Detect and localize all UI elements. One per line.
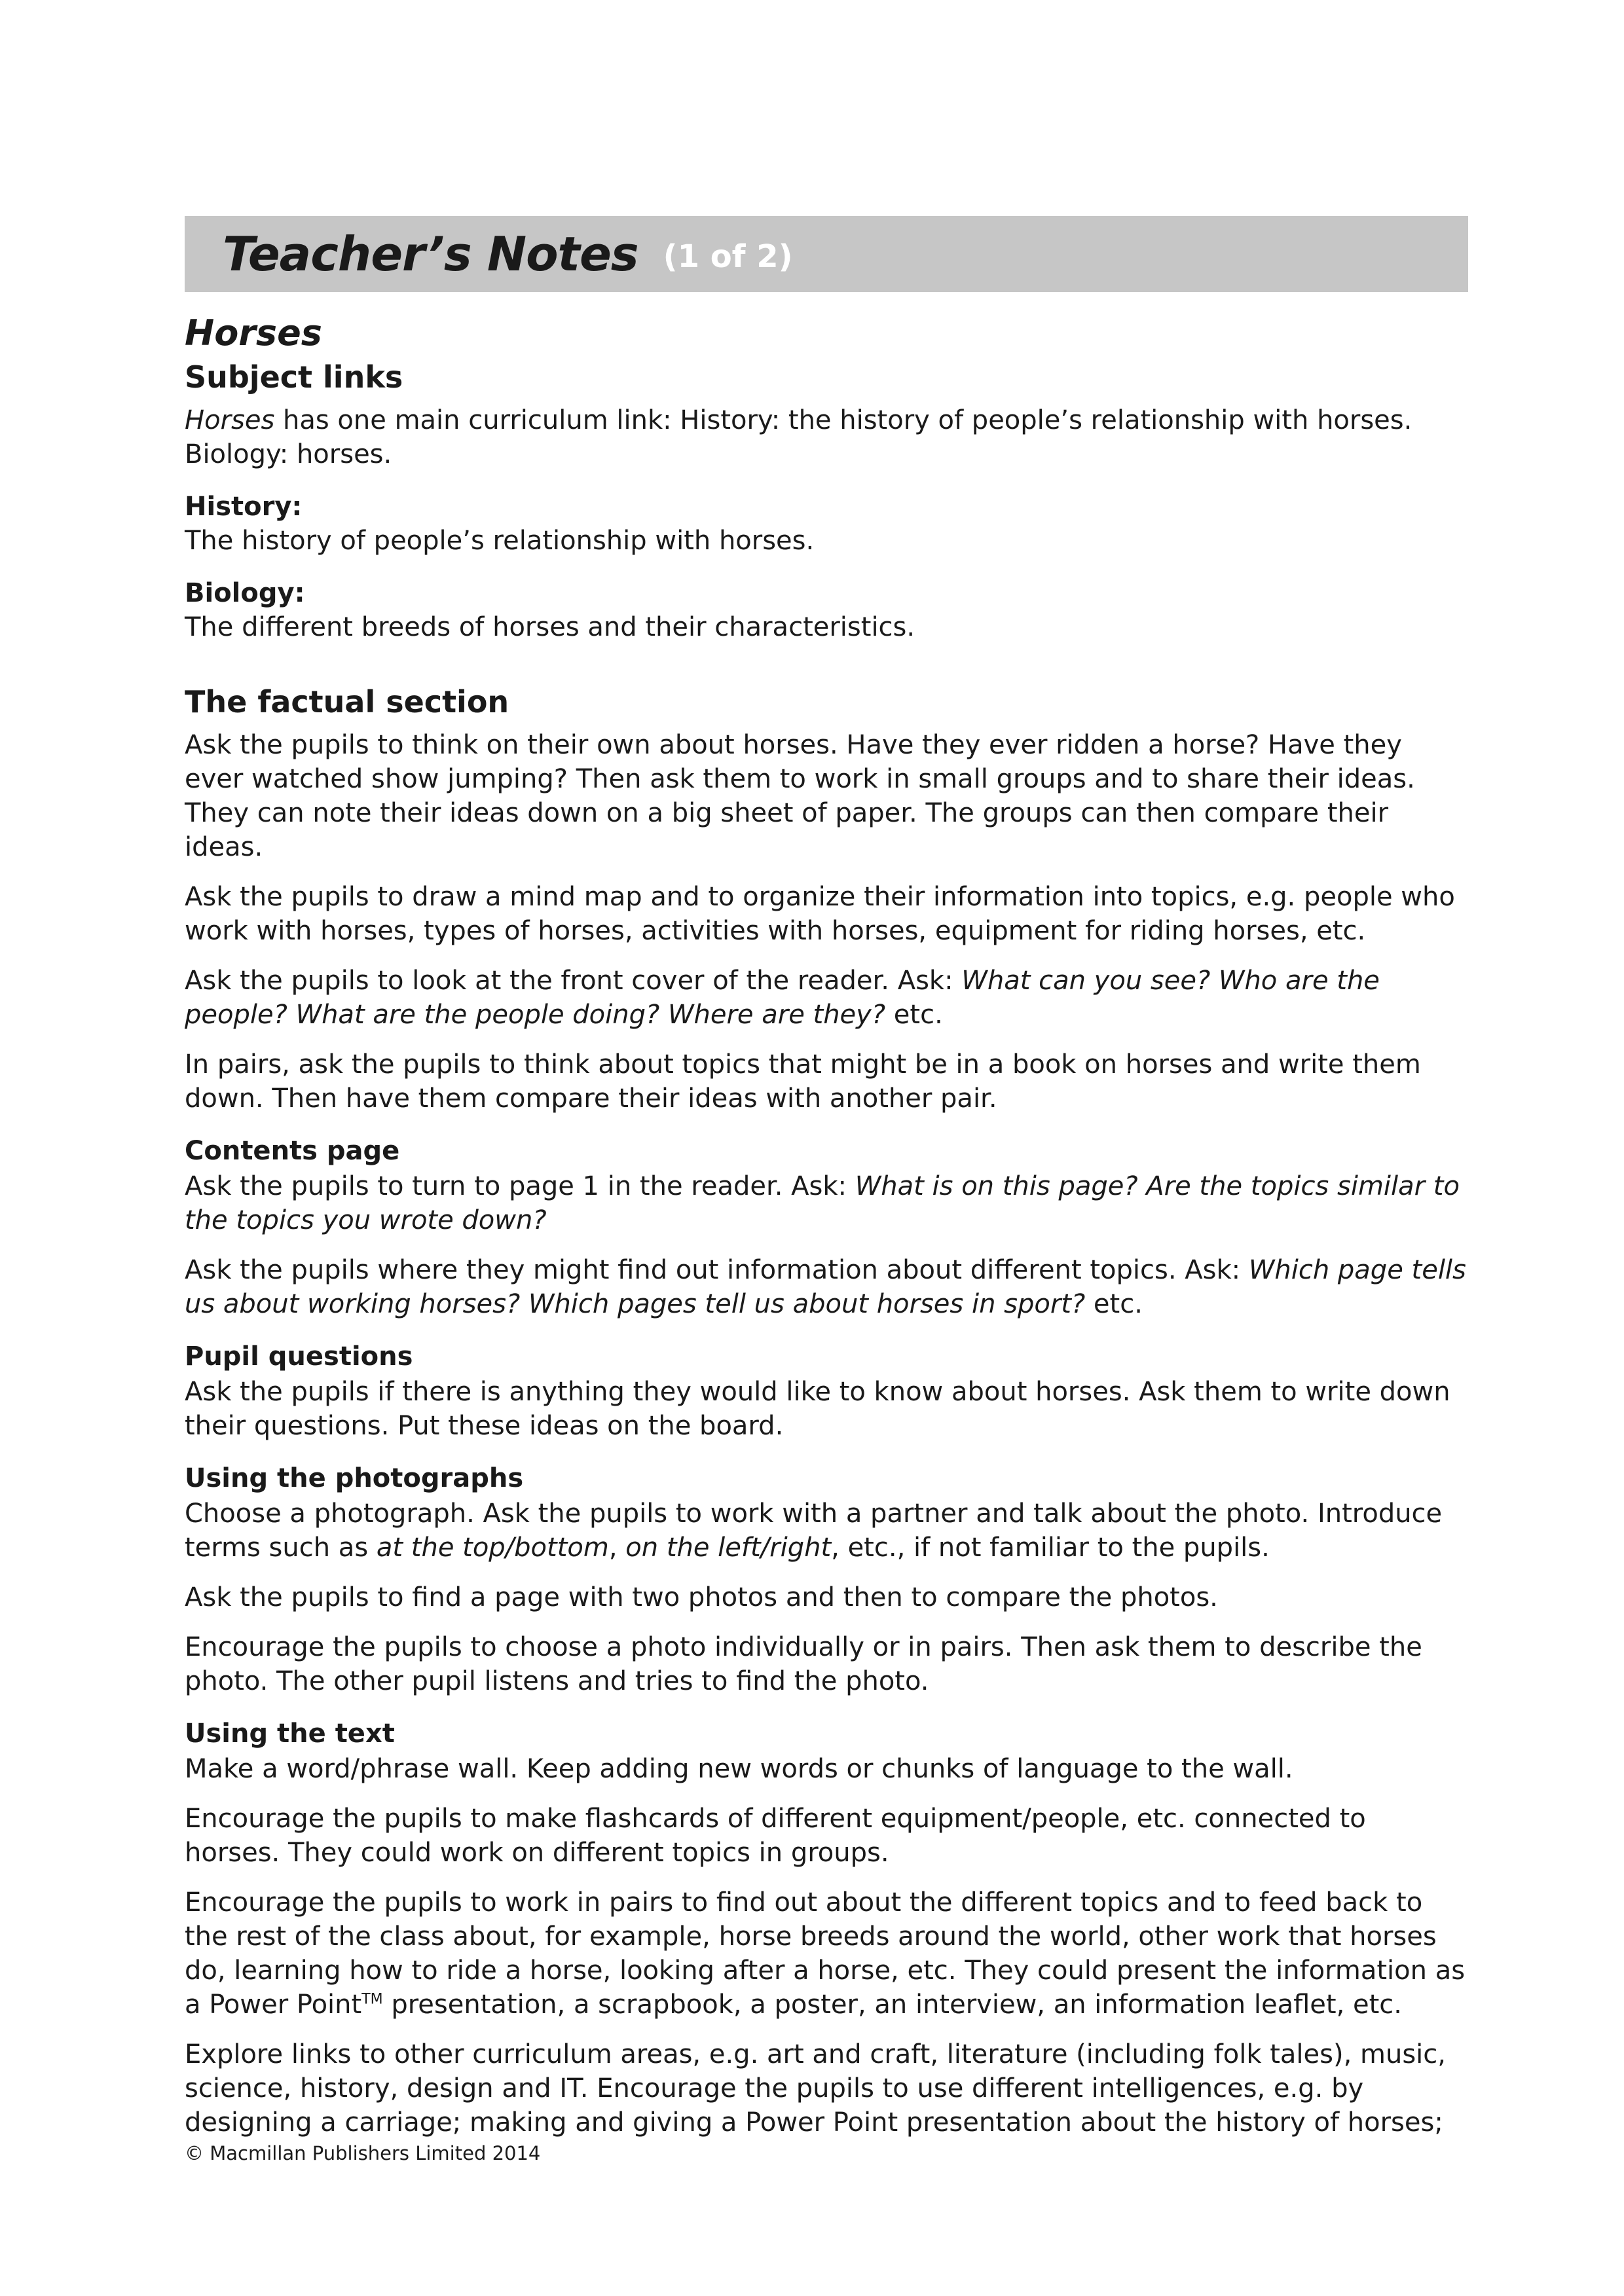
using-text-heading: Using the text [185, 1719, 395, 1749]
factual-paragraph-4: In pairs, ask the pupils to think about topics that might be in a book on horses and write them down. Then have them compare their ideas with another pair. [185, 1049, 1421, 1114]
text-run: Ask the pupils where they might find out information about different topics. Ask: [185, 1255, 1249, 1285]
copyright-footer: © Macmillan Publishers Limited 2014 [185, 2142, 541, 2164]
text-paragraph-2: Encourage the pupils to make flashcards of different equipment/people, etc. connected to horses. They could work on different topics in groups. [185, 1804, 1366, 1868]
text-run-italic: Which page tells us about working horses? Which pages tell us about horses in sport? [185, 1255, 1466, 1319]
page-content [185, 216, 1468, 2155]
contents-paragraph-2 [185, 1253, 1468, 1321]
contents-paragraph-1 [185, 1169, 1468, 1237]
text-run-italic: on the left/right [625, 1533, 832, 1563]
text-paragraph-1: Make a word/phrase wall. Keep adding new words or chunks of language to the wall. [185, 1754, 1293, 1784]
photographs-paragraph-2: Ask the pupils to find a page with two photos and then to compare the photos. [185, 1582, 1218, 1613]
text-run: Ask the pupils to look at the front cover of the reader. Ask: [185, 966, 962, 996]
text-run: , [608, 1533, 626, 1563]
text-run-italic: at the top/bottom [376, 1533, 609, 1563]
biology-text: The different breeds of horses and their characteristics. [185, 612, 915, 642]
text-run-italic: What is on this page? Are the topics similar to the topics you wrote down? [185, 1171, 1460, 1235]
text-paragraph-3 [185, 1886, 1468, 2022]
factual-paragraph-2: Ask the pupils to draw a mind map and to organize their information into topics, e.g. people who work with horses, types of horses, activities with horses, equipment for riding horses, etc. [185, 882, 1455, 946]
text-run: etc. [1085, 1289, 1143, 1319]
header-bar [185, 216, 1468, 292]
factual-paragraph-1: Ask the pupils to think on their own about horses. Have they ever ridden a horse? Have they ever watched show jumping? Then ask them to work in small groups and to share their ideas. They can note their ideas down on a big sheet of paper. The groups can then compare their ideas. [185, 730, 1415, 862]
document-title: Horses [185, 312, 322, 354]
header-title: Teacher’s Notes [223, 227, 638, 282]
photographs-paragraph-1 [185, 1497, 1468, 1565]
text-run: etc. [885, 1000, 943, 1030]
biology-label: Biology: [185, 578, 305, 608]
text-run: Choose a photograph. Ask the pupils to work with a partner and talk about the photo. Introduce terms such as [185, 1499, 1443, 1563]
history-label: History: [185, 492, 303, 522]
text-paragraph-4: Explore links to other curriculum areas, e.g. art and craft, literature (including folk tales), music, science, history, design and IT. Encourage the pupils to use different intelligences, e.g. by designing a carriage; making and giving a Power Point presentation about the history of horses; [185, 2039, 1446, 2138]
trademark-superscript: TM [361, 1991, 383, 2008]
history-text: The history of people’s relationship with horses. [185, 526, 815, 556]
page-indicator: (1 of 2) [663, 238, 793, 275]
subject-links-heading: Subject links [185, 359, 403, 395]
subject-links-intro-line2: Biology: horses. [185, 439, 392, 469]
intro-italic: Horses [185, 405, 275, 435]
contents-page-heading: Contents page [185, 1136, 400, 1166]
factual-paragraph-3 [185, 964, 1468, 1032]
photographs-paragraph-3: Encourage the pupils to choose a photo individually or in pairs. Then ask them to describe the photo. The other pupil listens and tries to find the photo. [185, 1632, 1422, 1696]
using-photographs-heading: Using the photographs [185, 1463, 524, 1493]
subject-links-intro [185, 403, 1468, 437]
intro-rest: has one main curriculum link: History: the history of people’s relationship with horses. [274, 405, 1412, 435]
text-run: Encourage the pupils to work in pairs to find out about the different topics and to feed back to the rest of the class about, for example, horse breeds around the world, other work that horses do, learning how to ride a horse, looking after a horse, etc. They could present the information as a Power Point [185, 1887, 1466, 2020]
text-run: presentation, a scrapbook, a poster, an interview, an information leaflet, etc. [382, 1990, 1403, 2020]
pupil-questions-paragraph: Ask the pupils if there is anything they would like to know about horses. Ask them to write down their questions. Put these ideas on the board. [185, 1377, 1450, 1441]
text-run: Ask the pupils to turn to page 1 in the reader. Ask: [185, 1171, 855, 1201]
text-run-italic: What can you see? Who are the people? What are the people doing? Where are they? [185, 966, 1380, 1030]
factual-section-heading: The factual section [185, 684, 509, 720]
text-run: , etc., if not familiar to the pupils. [831, 1533, 1270, 1563]
pupil-questions-heading: Pupil questions [185, 1341, 413, 1372]
